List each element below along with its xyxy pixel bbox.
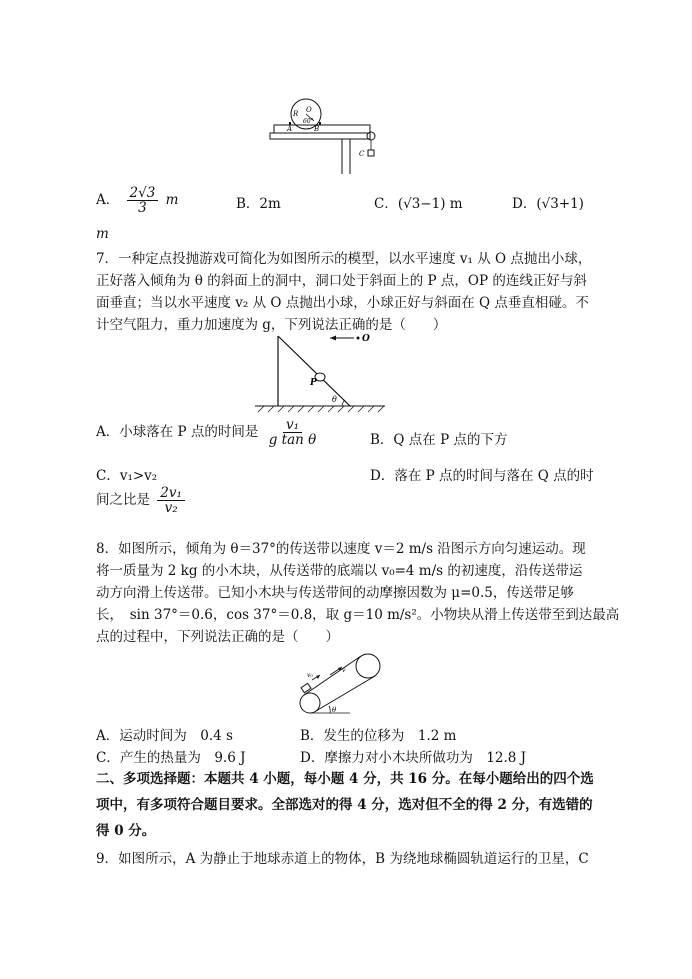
figure-conveyor-belt [290,648,390,718]
figure-incline-projectile [250,330,450,412]
q8-line-5: 点的过程中，下列说法正确的是（ ） [96,629,339,645]
q7-option-b: B．Q 点在 P 点的下方 [370,432,508,448]
q7-fig-label-theta: θ [332,395,337,404]
q6-c-text: (√3−1) m [397,196,463,212]
q8-fig-label-v0: v₀ [307,672,313,679]
fig1-label-o: O [306,106,312,114]
q7-d-cont-text: 间之比是 [96,492,150,508]
q8-option-b: B．发生的位移为 1.2 m [300,728,457,744]
section2-line-2: 项中，有多项符合题目要求。全部选对的得 4 分，选对但不全的得 2 分，有选错的 [96,797,593,813]
fig1-label-a: A [287,125,293,133]
q8-fig-label-v: v [342,667,346,674]
q6-a-unit: m [165,192,179,208]
q6-option-a [96,186,178,215]
q6-option-b [236,192,281,212]
q9-line-1: 9．如图所示，A 为静止于地球赤道上的物体，B 为绕地球椭圆轨道运行的卫星，C [96,851,589,867]
section2-line-3: 得 0 分。 [96,823,156,839]
fig1-label-r: R [293,110,299,118]
q8-fig-label-theta: θ [332,706,337,714]
q8-option-d: D．摩擦力对小木块所做功为 12.8 J [300,750,527,766]
q6-b-label: B． [236,196,260,212]
q8-option-c: C．产生的热量为 9.6 J [96,750,246,766]
fig1-label-b: B [314,125,320,133]
q7-a-num: v₁ [283,418,302,433]
q8-line-4: 长， sin 37°＝0.6，cos 37°＝0.8，取 g＝10 m/s²。小物块从滑上传送带至到达最高 [96,607,620,623]
q6-d-label: D． [512,196,537,212]
q6-d-text: (√3+1) [536,196,584,212]
q7-d-fraction [157,486,185,515]
q7-a-text: A．小球落在 P 点的时间是 [96,424,259,440]
q8-line-2: 将一质量为 2 kg 的小木块，从传送带的底端以 v₀=4 m/s 的初速度，沿传送带运 [96,563,583,579]
fig1-label-c: C [359,150,365,158]
q7-option-a [96,418,322,447]
q8-line-1: 8．如图所示，倾角为 θ＝37°的传送带以速度 v＝2 m/s 沿图示方向匀速运动。现 [96,541,586,557]
q7-d-den: v₂ [164,500,178,516]
section2-line-1: 二、多项选择题：本题共 4 小题，每小题 4 分，共 16 分。在每小题给出的四个选 [96,771,594,787]
q6-a-fraction [127,186,159,215]
q7-line-3: 面垂直；当以水平速度 v₂ 从 O 点抛出小球，小球正好与斜面在 Q 点垂直相碰。不 [96,295,589,311]
q8-option-a: A．运动时间为 0.4 s [96,728,233,744]
q7-a-fraction [266,418,320,447]
q6-b-text: 2m [259,196,281,212]
q6-d-unit-wrap: m [96,226,109,242]
q7-line-1: 7．一种定点投抛游戏可简化为如图所示的模型，以水平速度 v₁ 从 O 点抛出小球， [96,251,592,267]
figure-rail-pulley [270,96,390,186]
q7-line-2: 正好落入倾角为 θ 的斜面上的洞中，洞口处于斜面上的 P 点，OP 的连线正好与斜 [96,273,587,289]
q8-line-3: 动方向滑上传送带。已知小木块与传送带间的动摩擦因数为 μ=0.5，传送带足够 [96,585,574,601]
q6-a-label: A． [96,192,120,208]
q7-line-4: 计空气阻力，重力加速度为 g，下列说法正确的是（ ） [96,317,447,333]
q7-option-c: C．v₁>v₂ [96,468,158,484]
q7-d-num: 2v₁ [157,486,185,501]
q7-fig-label-p: P [310,378,317,388]
q6-a-den: 3 [138,200,147,216]
q6-c-label: C． [374,196,398,212]
q7-a-den: g tan θ [268,432,317,448]
fig1-label-angle: 60° [303,118,314,125]
q6-option-c [374,192,463,212]
q7-option-d: D．落在 P 点的时间与落在 Q 点的时 [370,468,594,484]
q7-option-d-cont [96,486,188,515]
q6-option-d [512,192,584,212]
q6-a-num: 2√3 [127,186,159,201]
q7-fig-label-o: O [362,334,370,344]
